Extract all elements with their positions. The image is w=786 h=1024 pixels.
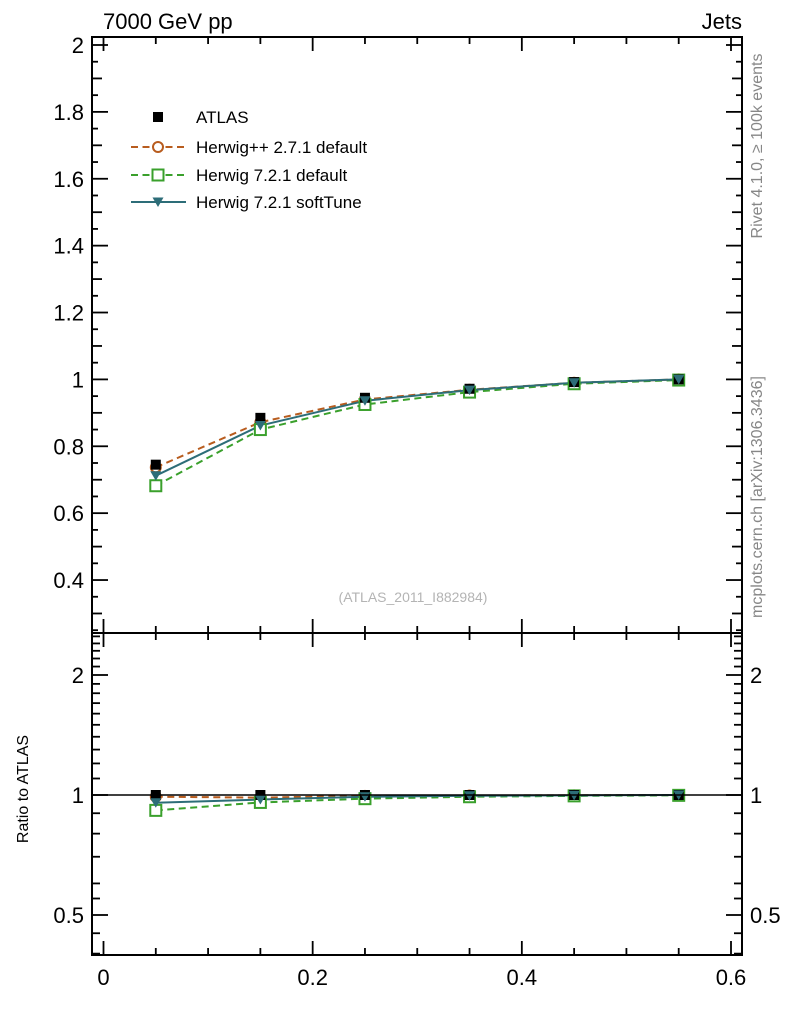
series-markers-herwig-7-2-1-default [150,375,684,492]
series-markers-herwig-7-2-1-softtune [150,375,684,481]
y-tick-label-ratio-left: 1 [71,783,84,808]
y-tick-label-ratio-left: 0.5 [53,903,84,928]
y-tick-label-ratio-right: 2 [750,663,763,688]
series-markers-herwig-7-2-1-default [150,790,684,816]
data-point-herwig-7-2-1-default [150,480,161,491]
legend-marker-herwig-7-2-1-default [153,170,164,181]
series-line-herwig-7-2-1-default [156,795,679,810]
legend-label: Herwig 7.2.1 default [196,166,348,185]
rivet-version-label: Rivet 4.1.0, ≥ 100k events [749,53,766,239]
legend-item-herwig-2-7-1-default [131,138,367,157]
y-tick-label-main: 2 [71,33,84,58]
series-markers-atlas [151,374,684,469]
axis-ticks [92,37,742,955]
legend [131,108,367,212]
legend-label: Herwig++ 2.7.1 default [196,138,368,157]
y-tick-label-main: 1.6 [53,166,84,192]
series-markers-herwig-2-7-1-default [151,374,684,472]
legend-marker-herwig-2-7-1-default [153,142,163,152]
mcplots-reference-label: mcplots.cern.ch [arXiv:1306.3436] [749,376,766,618]
series-line-herwig-7-2-1-softtune [156,379,679,475]
y-tick-label-ratio-right: 1 [750,783,763,808]
ratio-panel-series [92,790,742,816]
y-tick-label-main: 0.8 [53,434,84,460]
ratio-panel-frame [92,633,742,955]
legend-label: Herwig 7.2.1 softTune [196,193,362,212]
data-point-atlas [151,460,161,470]
ratio-axis-title: Ratio to ATLAS [15,734,32,844]
main-panel-series [150,374,684,491]
x-tick-label: 0.4 [506,965,538,990]
series-line-herwig-7-2-1-softtune [156,795,679,803]
x-tick-label: 0.6 [715,965,747,990]
y-tick-label-ratio-right: 0.5 [750,903,781,928]
y-tick-label-main: 1.8 [53,99,84,125]
y-tick-label-main: 0.4 [53,568,84,594]
legend-item-herwig-7-2-1-softtune [131,193,362,212]
x-tick-label: 0.2 [297,965,328,990]
y-tick-label-main: 1.2 [53,300,84,326]
x-tick-label: 0 [97,965,110,990]
y-tick-label-ratio-left: 2 [71,663,84,688]
y-tick-label-main: 1 [71,367,84,393]
y-tick-label-main: 1.4 [53,233,84,259]
legend-marker-atlas [153,112,163,122]
legend-item-atlas [153,108,249,127]
legend-item-herwig-7-2-1-default [131,166,347,185]
y-tick-label-main: 0.6 [53,501,84,527]
beam-title: 7000 GeV pp [103,9,233,34]
analysis-id-watermark: (ATLAS_2011_I882984) [338,589,488,605]
main-panel-frame [92,37,742,633]
series-line-herwig-2-7-1-default [156,379,679,467]
legend-label: ATLAS [196,108,249,127]
observable-title: Jets [701,9,742,34]
